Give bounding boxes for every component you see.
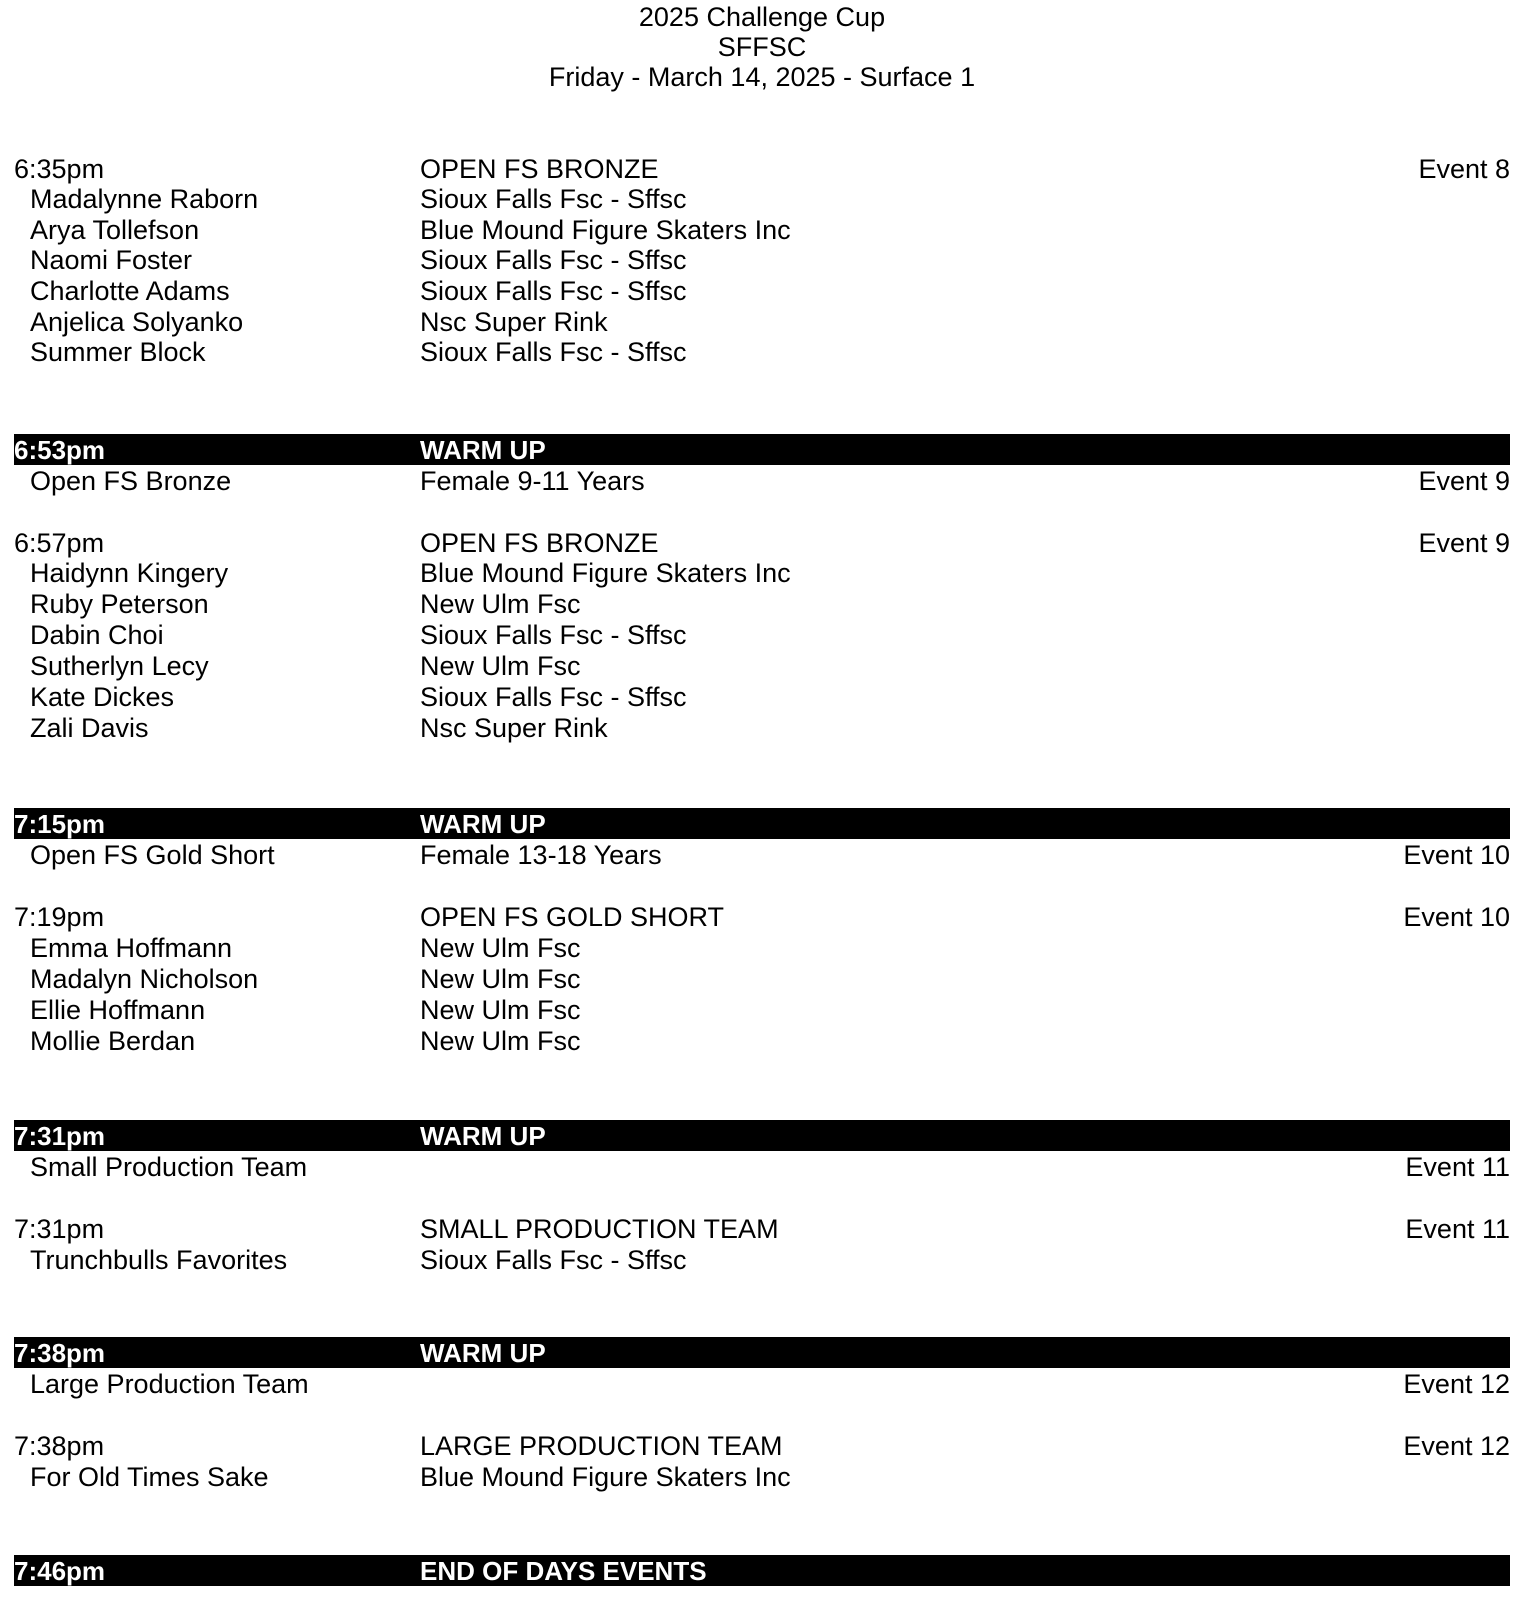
warmup-label: WARM UP	[420, 809, 546, 839]
event-time: 6:35pm	[14, 154, 105, 184]
warmup-label: WARM UP	[420, 1121, 546, 1151]
event-name: LARGE PRODUCTION TEAM	[420, 1431, 783, 1461]
skater-club: New Ulm Fsc	[420, 995, 581, 1025]
end-of-day-bar	[14, 1555, 1510, 1586]
skater-club: Blue Mound Figure Skaters Inc	[420, 1462, 791, 1492]
skater-club: New Ulm Fsc	[420, 1026, 581, 1056]
skater-club: Sioux Falls Fsc - Sffsc	[420, 245, 687, 275]
club-name: SFFSC	[717, 32, 807, 62]
team-name: For Old Times Sake	[30, 1462, 269, 1492]
doc-title: 2025 Challenge Cup	[638, 2, 886, 32]
event-name: OPEN FS GOLD SHORT	[420, 902, 725, 932]
skater-name: Haidynn Kingery	[30, 558, 229, 588]
warmup-label: WARM UP	[420, 435, 546, 465]
warmup-bar	[14, 808, 1510, 839]
skater-club: Nsc Super Rink	[420, 713, 608, 743]
event-name: OPEN FS BRONZE	[420, 528, 659, 558]
warmup-event-number: Event 10	[1403, 840, 1510, 870]
skater-club: Sioux Falls Fsc - Sffsc	[420, 337, 687, 367]
skater-club: Sioux Falls Fsc - Sffsc	[420, 1245, 687, 1275]
warmup-level: Large Production Team	[30, 1369, 309, 1399]
warmup-event-number: Event 9	[1418, 466, 1510, 496]
skater-name: Sutherlyn Lecy	[30, 651, 209, 681]
event-time: 6:57pm	[14, 528, 105, 558]
skater-club: Nsc Super Rink	[420, 307, 608, 337]
warmup-level: Open FS Gold Short	[30, 840, 275, 870]
event-number: Event 10	[1403, 902, 1510, 932]
skater-name: Emma Hoffmann	[30, 933, 233, 963]
skater-club: Blue Mound Figure Skaters Inc	[420, 215, 791, 245]
skater-club: Sioux Falls Fsc - Sffsc	[420, 620, 687, 650]
warmup-bar	[14, 1120, 1510, 1151]
skater-name: Ellie Hoffmann	[30, 995, 206, 1025]
end-time: 7:46pm	[14, 1556, 106, 1586]
skater-name: Madalyn Nicholson	[30, 964, 259, 994]
skater-name: Arya Tollefson	[30, 215, 200, 245]
event-time: 7:19pm	[14, 902, 105, 932]
skater-name: Ruby Peterson	[30, 589, 209, 619]
skater-name: Charlotte Adams	[30, 276, 230, 306]
skater-club: New Ulm Fsc	[420, 589, 581, 619]
warmup-bar	[14, 1337, 1510, 1368]
event-number: Event 12	[1403, 1431, 1510, 1461]
skater-name: Mollie Berdan	[30, 1026, 196, 1056]
skater-club: New Ulm Fsc	[420, 651, 581, 681]
skater-name: Madalynne Raborn	[30, 184, 259, 214]
event-time: 7:38pm	[14, 1431, 105, 1461]
warmup-bar	[14, 434, 1510, 465]
skater-name: Anjelica Solyanko	[30, 307, 244, 337]
warmup-event-number: Event 11	[1405, 1152, 1510, 1182]
warmup-event-number: Event 12	[1403, 1369, 1510, 1399]
skater-club: Sioux Falls Fsc - Sffsc	[420, 184, 687, 214]
date-surface: Friday - March 14, 2025 - Surface 1	[548, 62, 976, 92]
warmup-label: WARM UP	[420, 1338, 546, 1368]
skater-name: Dabin Choi	[30, 620, 164, 650]
skater-name: Zali Davis	[30, 713, 149, 743]
skater-name: Summer Block	[30, 337, 206, 367]
skater-club: Sioux Falls Fsc - Sffsc	[420, 276, 687, 306]
warmup-level: Small Production Team	[30, 1152, 308, 1182]
skater-name: Naomi Foster	[30, 245, 193, 275]
skater-club: Sioux Falls Fsc - Sffsc	[420, 682, 687, 712]
warmup-category: Female 13-18 Years	[420, 840, 662, 870]
event-name: OPEN FS BRONZE	[420, 154, 659, 184]
event-number: Event 11	[1405, 1214, 1510, 1244]
warmup-category: Female 9-11 Years	[420, 466, 645, 496]
skater-club: New Ulm Fsc	[420, 933, 581, 963]
skater-club: Blue Mound Figure Skaters Inc	[420, 558, 791, 588]
end-label: END OF DAYS EVENTS	[420, 1556, 707, 1586]
team-name: Trunchbulls Favorites	[30, 1245, 288, 1275]
warmup-time: 7:31pm	[14, 1121, 106, 1151]
event-number: Event 9	[1418, 528, 1510, 558]
warmup-level: Open FS Bronze	[30, 466, 232, 496]
event-name: SMALL PRODUCTION TEAM	[420, 1214, 779, 1244]
warmup-time: 6:53pm	[14, 435, 106, 465]
skater-club: New Ulm Fsc	[420, 964, 581, 994]
warmup-time: 7:15pm	[14, 809, 106, 839]
event-number: Event 8	[1418, 154, 1510, 184]
event-time: 7:31pm	[14, 1214, 105, 1244]
skater-name: Kate Dickes	[30, 682, 175, 712]
warmup-time: 7:38pm	[14, 1338, 106, 1368]
